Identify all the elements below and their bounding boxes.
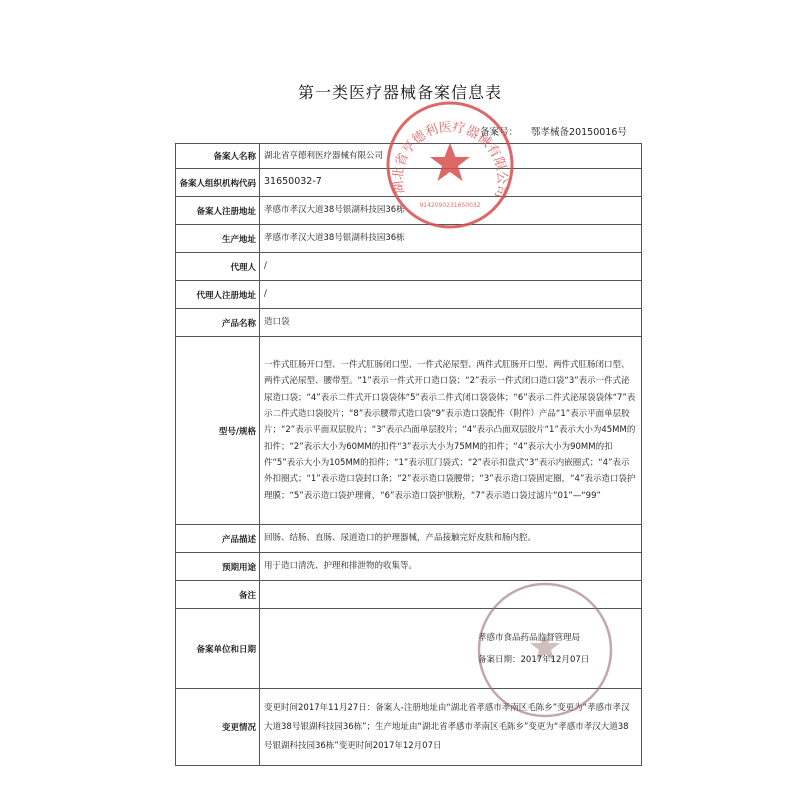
row-model xyxy=(176,337,642,525)
record-number xyxy=(480,124,627,138)
seal-company-text: 湖北省亨德利医疗器械有限公司 xyxy=(390,119,510,200)
intended-use-value: 用于造口清洗、护理和排泄物的收集等。 xyxy=(260,553,642,581)
approval-agency: 孝感市食品药品监督管理局 xyxy=(478,633,581,643)
record-number-label: 备案号： xyxy=(480,127,519,138)
prod-address-label: 生产地址 xyxy=(176,225,260,253)
row-reg-address xyxy=(176,197,642,225)
seal-code-text: 9142090231650032 xyxy=(419,202,481,209)
remarks-value xyxy=(260,581,642,609)
agent-value: / xyxy=(260,253,642,281)
org-code-value: 31650032-7 xyxy=(260,169,642,197)
agent-label: 代理人 xyxy=(176,253,260,281)
agent-address-label: 代理人注册地址 xyxy=(176,281,260,309)
intended-use-label: 预期用途 xyxy=(176,553,260,581)
product-name-label: 产品名称 xyxy=(176,309,260,337)
record-unit-label: 备案单位和日期 xyxy=(176,609,260,689)
record-form-table xyxy=(175,143,642,766)
remarks-label: 备注 xyxy=(176,581,260,609)
document-title: 第一类医疗器械备案信息表 xyxy=(297,83,502,102)
change-value: 变更时间2017年11月27日：备案人-注册地址由“湖北省孝感市孝南区毛陈乡”变更为“孝感市孝汉大道38号银湖科技园36栋”；生产地址由“湖北省孝感市孝南区毛陈乡”变更为“孝感市孝汉大道38号银湖科技园36栋”变更时间2017年12月07日 xyxy=(260,689,642,766)
row-product-name xyxy=(176,309,642,337)
change-label: 变更情况 xyxy=(176,689,260,766)
row-agent xyxy=(176,253,642,281)
agent-address-value: / xyxy=(260,281,642,309)
row-change xyxy=(176,689,642,766)
reg-address-value: 孝感市孝汉大道38号银湖科技园36栋 xyxy=(260,197,642,225)
approval-date: 备案日期：2017年12月07日 xyxy=(478,655,590,665)
model-label: 型号/规格 xyxy=(176,337,260,525)
row-org-code xyxy=(176,169,642,197)
row-description xyxy=(176,525,642,553)
row-agent-address xyxy=(176,281,642,309)
row-prod-address xyxy=(176,225,642,253)
reg-address-label: 备案人注册地址 xyxy=(176,197,260,225)
prod-address-value: 孝感市孝汉大道38号银湖科技园36栋 xyxy=(260,225,642,253)
row-applicant xyxy=(176,144,642,169)
model-value: 一件式肛肠开口型、一件式肛肠闭口型、一件式泌尿型、两件式肛肠开口型、两件式肛肠闭口型、两件式泌尿型、腰带型。“1”表示一件式开口造口袋；“2”表示一件式闭口造口袋“3”表示一件式泌尿造口袋；“4”表示二件式开口袋袋体“5”表示二件式闭口袋袋体；“6”表示二件式泌尿袋袋体“7”表示二件式造口袋胶片；“8”表示腰带式造口袋“9”表示造口袋配件（附件）产品“1”表示平面单层胶片；“2”表示平面双层胶片；“3”表示凸面单层胶片；“4”表示凸面双层胶片“1”表示大小为45MM的扣件；“2”表示大小为60MM的扣件“3”表示大小为75MM的扣件；“4”表示大小为90MM的扣件“5”表示大小为105MM的扣件；“1”表示肛门袋式；“2”表示扣盘式“3”表示内嵌圈式；“4”表示外扣圈式；“1”表示造口袋封口条；“2”表示造口袋腰带；“3”表示造口袋固定圈，“4”表示造口袋护理膜；“5”表示造口袋护理膏，“6”表示造口袋护肤粉，“7”表示造口袋过滤片“01”—“99” xyxy=(260,337,642,525)
description-value: 回肠、结肠、直肠、尿道造口的护理器械，产品接触完好皮肤和肠内腔。 xyxy=(260,525,642,553)
approval-block xyxy=(478,627,628,671)
org-code-label: 备案人组织机构代码 xyxy=(176,169,260,197)
row-remarks xyxy=(176,581,642,609)
product-name-value: 造口袋 xyxy=(260,309,642,337)
applicant-value: 湖北省亨德利医疗器械有限公司 xyxy=(260,144,642,169)
applicant-label: 备案人名称 xyxy=(176,144,260,169)
record-number-value: 鄂孝械备20150016号 xyxy=(531,127,627,138)
row-intended-use xyxy=(176,553,642,581)
description-label: 产品描述 xyxy=(176,525,260,553)
